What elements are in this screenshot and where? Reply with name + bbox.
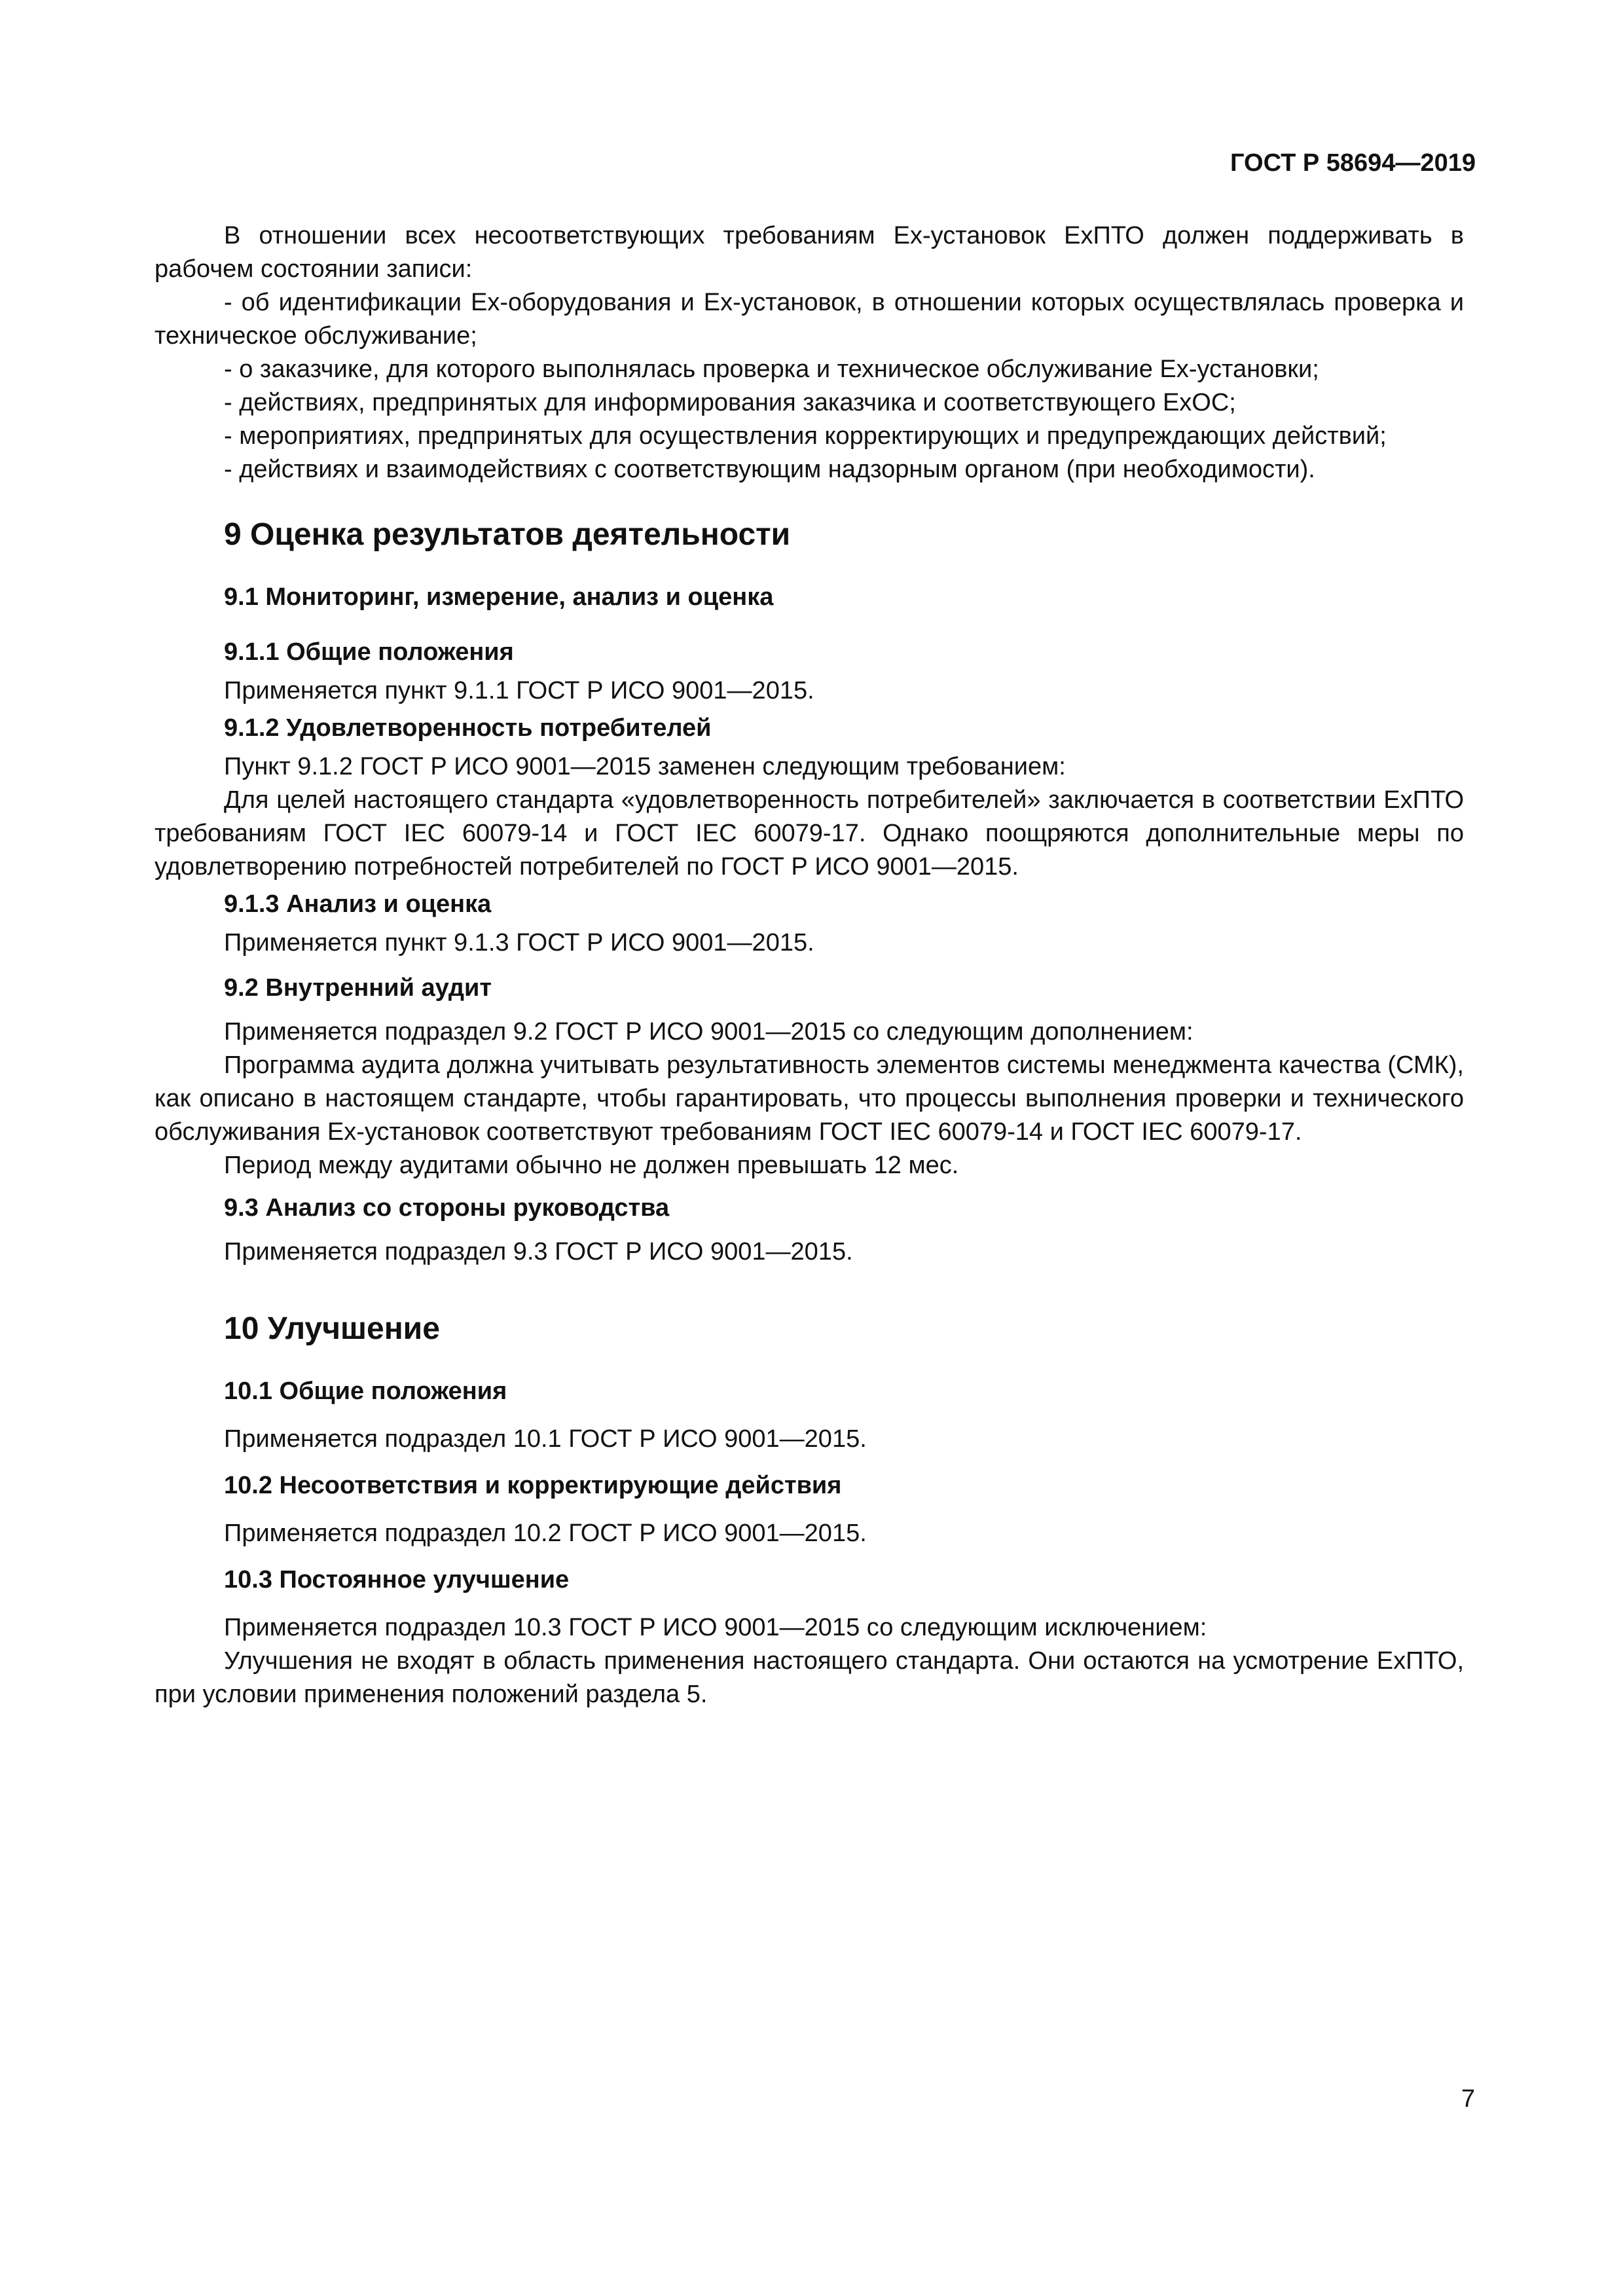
paragraph: Применяется подраздел 10.3 ГОСТ Р ИСО 9001—2015 со следующим исключением:	[224, 1614, 1207, 1641]
paragraph: Пункт 9.1.2 ГОСТ Р ИСО 9001—2015 заменен следующим требованием:	[224, 753, 1066, 780]
paragraph: Применяется подраздел 9.2 ГОСТ Р ИСО 9001—2015 со следующим дополнением:	[224, 1018, 1194, 1046]
subsection-heading-10-1: 10.1 Общие положения	[224, 1377, 507, 1405]
page-number: 7	[1461, 2085, 1475, 2113]
paragraph: Период между аудитами обычно не должен превышать 12 мес.	[224, 1152, 959, 1179]
clause-heading-9-1-2: 9.1.2 Удовлетворенность потребителей	[224, 714, 712, 742]
list-item: - действиях и взаимодействиях с соответствующим надзорным органом (при необходимости).	[224, 456, 1315, 483]
paragraph: Применяется подраздел 10.2 ГОСТ Р ИСО 9001—2015.	[224, 1520, 867, 1547]
section-heading-10: 10 Улучшение	[224, 1311, 440, 1346]
document-code: ГОСТ Р 58694—2019	[1230, 149, 1476, 177]
paragraph: Применяется подраздел 10.1 ГОСТ Р ИСО 9001—2015.	[224, 1425, 867, 1453]
intro-paragraph: В отношении всех несоответствующих требованиям Ex-установок ЕхПТО должен поддерживать в рабочем состоянии записи:	[155, 222, 1464, 283]
paragraph: Для целей настоящего стандарта «удовлетворенность потребителей» заключается в соответствии ЕхПТО требованиям ГОСТ IEC 60079-14 и ГОСТ IEC 60079-17. Однако поощряются дополнительные меры по удовлетворению потребностей потребителей по ГОСТ Р ИСО 9001—2015.	[155, 786, 1464, 881]
paragraph: Улучшения не входят в область применения настоящего стандарта. Они остаются на усмотрение ЕхПТО, при условии применения положений раздела 5.	[155, 1647, 1464, 1708]
paragraph: Применяется пункт 9.1.3 ГОСТ Р ИСО 9001—2015.	[224, 929, 814, 957]
subsection-heading-9-3: 9.3 Анализ со стороны руководства	[224, 1194, 670, 1222]
paragraph: Применяется подраздел 9.3 ГОСТ Р ИСО 9001—2015.	[224, 1238, 853, 1266]
subsection-heading-9-2: 9.2 Внутренний аудит	[224, 974, 492, 1002]
list-item: - мероприятиях, предпринятых для осуществления корректирующих и предупреждающих действий;	[224, 422, 1387, 450]
section-heading-9: 9 Оценка результатов деятельности	[224, 517, 791, 552]
list-item: - об идентификации Ex-оборудования и Ex-установок, в отношении которых осуществлялась проверка и техническое обслуживание;	[155, 289, 1464, 350]
paragraph: Программа аудита должна учитывать результативность элементов системы менеджмента качества (СМК), как описано в настоящем стандарте, чтобы гарантировать, что процессы выполнения проверки и технического обслуживания Ex-установок соответствуют требованиям ГОСТ IEC 60079-14 и ГОСТ IEC 60079-17.	[155, 1051, 1464, 1146]
paragraph: Применяется пункт 9.1.1 ГОСТ Р ИСО 9001—2015.	[224, 677, 814, 704]
page-content	[155, 219, 1464, 1711]
clause-heading-9-1-1: 9.1.1 Общие положения	[224, 638, 514, 666]
list-item: - о заказчике, для которого выполнялась проверка и техническое обслуживание Ex-установки;	[224, 355, 1319, 383]
subsection-heading-10-2: 10.2 Несоответствия и корректирующие действия	[224, 1472, 842, 1499]
list-item: - действиях, предпринятых для информирования заказчика и соответствующего ЕхОС;	[224, 389, 1236, 416]
clause-heading-9-1-3: 9.1.3 Анализ и оценка	[224, 890, 492, 918]
subsection-heading-9-1: 9.1 Мониторинг, измерение, анализ и оценка	[224, 583, 774, 611]
subsection-heading-10-3: 10.3 Постоянное улучшение	[224, 1566, 570, 1594]
